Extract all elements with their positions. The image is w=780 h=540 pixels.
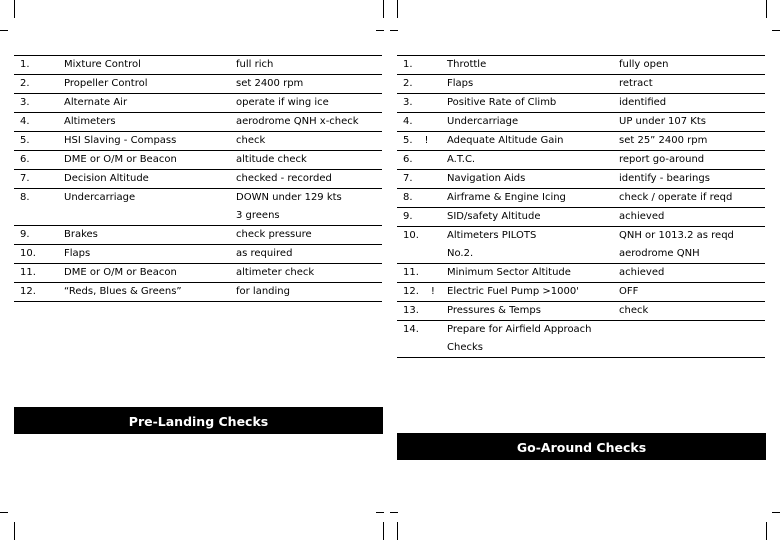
check-item-text: Undercarriage: [64, 192, 136, 203]
step-number: [397, 302, 441, 321]
check-item: [58, 245, 230, 264]
check-action-text: aerodrome QNH x-check: [236, 116, 359, 127]
check-action: [230, 226, 382, 245]
step-number-text: 9.: [403, 211, 413, 222]
check-action-text: check pressure: [236, 229, 312, 240]
check-item-text: Positive Rate of Climb: [447, 97, 557, 108]
check-item-text: Minimum Sector Altitude: [447, 267, 571, 278]
crop-mark: [772, 30, 780, 31]
check-action-text: check / operate if reqd: [619, 192, 733, 203]
check-action: [230, 132, 382, 151]
checklist-row: [397, 189, 765, 208]
check-item-text: Propeller Control: [64, 78, 148, 89]
pre-landing-title: Pre-Landing Checks: [14, 407, 383, 434]
step-number: [14, 245, 58, 264]
crop-mark: [390, 512, 398, 513]
check-item: [58, 189, 230, 226]
crop-mark: [14, 0, 15, 18]
check-item: [58, 94, 230, 113]
step-number: [397, 208, 441, 227]
crop-mark: [772, 512, 780, 513]
check-item-subline: No.2.: [447, 248, 474, 259]
check-action-text: for landing: [236, 286, 290, 297]
check-item-text: HSI Slaving - Compass: [64, 135, 177, 146]
check-action-text: checked - recorded: [236, 173, 332, 184]
check-action-text: set 2400 rpm: [236, 78, 304, 89]
checklist-row: [14, 264, 382, 283]
go-around-title: Go-Around Checks: [397, 433, 766, 460]
checklist-row: [397, 321, 765, 358]
check-action: [230, 264, 382, 283]
check-action: [230, 75, 382, 94]
check-item-text: A.T.C.: [447, 154, 476, 165]
step-number-text: 2.: [20, 78, 30, 89]
check-item-text: SID/safety Altitude: [447, 211, 541, 222]
caution-flag: !: [430, 286, 435, 297]
check-action-text: QNH or 1013.2 as reqd: [619, 230, 734, 241]
check-item-text: Airframe & Engine Icing: [447, 192, 566, 203]
checklist-row: [14, 283, 382, 302]
step-number: [14, 56, 58, 75]
step-number-text: 10.: [403, 230, 419, 241]
check-item: [441, 94, 613, 113]
crop-mark: [0, 30, 8, 31]
checklist-row: [397, 302, 765, 321]
checklist-row: [14, 75, 382, 94]
check-item: [441, 264, 613, 283]
check-action-text: report go-around: [619, 154, 705, 165]
check-action: [230, 94, 382, 113]
step-number: [14, 113, 58, 132]
step-number-text: 3.: [403, 97, 413, 108]
crop-mark: [376, 512, 384, 513]
check-action: [613, 302, 765, 321]
crop-mark: [390, 30, 398, 31]
check-item: [441, 227, 613, 264]
checklist-row: [397, 56, 765, 75]
check-item: [58, 226, 230, 245]
check-item: [441, 321, 613, 358]
step-number-text: 2.: [403, 78, 413, 89]
check-action: [613, 283, 765, 302]
check-action: [613, 75, 765, 94]
crop-mark: [376, 30, 384, 31]
checklist-row: [397, 94, 765, 113]
crop-mark: [14, 522, 15, 540]
check-item-text: Adequate Altitude Gain: [447, 135, 564, 146]
checklist-row: [397, 283, 765, 302]
checklist-row: [397, 132, 765, 151]
check-item-text: Pressures & Temps: [447, 305, 541, 316]
check-item-text: Prepare for Airfield Approach Checks: [447, 324, 592, 353]
check-item: [441, 208, 613, 227]
check-action-text: check: [236, 135, 266, 146]
step-number-text: 7.: [20, 173, 30, 184]
crop-mark: [383, 522, 384, 540]
check-action-text: full rich: [236, 59, 274, 70]
checklist-row: [397, 208, 765, 227]
check-action-subline: aerodrome QNH: [619, 248, 700, 259]
check-action: [613, 208, 765, 227]
checklist-row: [397, 264, 765, 283]
step-number-text: 12.: [20, 286, 36, 297]
check-action-text: identify - bearings: [619, 173, 710, 184]
checklist-row: [397, 151, 765, 170]
check-action: [613, 227, 765, 264]
step-number-text: 11.: [20, 267, 36, 278]
step-number: [397, 321, 441, 358]
checklist-row: [14, 56, 382, 75]
checklist-row: [14, 245, 382, 264]
step-number-text: 14.: [403, 324, 419, 335]
step-number: [14, 283, 58, 302]
step-number: [397, 94, 441, 113]
check-item-text: Flaps: [447, 78, 474, 89]
step-number-text: 3.: [20, 97, 30, 108]
step-number: [14, 264, 58, 283]
checklist-row: [14, 189, 382, 226]
checklist-row: [397, 113, 765, 132]
check-action: [613, 170, 765, 189]
step-number-text: 5.: [403, 135, 413, 146]
step-number-text: 8.: [20, 192, 30, 203]
check-action: [230, 170, 382, 189]
check-action: [230, 245, 382, 264]
step-number-text: 10.: [20, 248, 36, 259]
step-number: [14, 75, 58, 94]
check-item: [441, 189, 613, 208]
check-item-text: Altimeters: [64, 116, 116, 127]
check-item: [58, 151, 230, 170]
check-item-text: DME or O/M or Beacon: [64, 154, 177, 165]
check-action: [613, 264, 765, 283]
step-number-text: 11.: [403, 267, 419, 278]
step-number: [14, 189, 58, 226]
check-action: [613, 113, 765, 132]
check-action-text: UP under 107 Kts: [619, 116, 706, 127]
crop-mark: [397, 0, 398, 18]
check-action: [230, 56, 382, 75]
checklist-row: [14, 94, 382, 113]
check-item-text: Brakes: [64, 229, 98, 240]
check-action-text: check: [619, 305, 649, 316]
check-action: [613, 321, 765, 358]
step-number-text: 5.: [20, 135, 30, 146]
check-item: [58, 283, 230, 302]
check-item-text: Electric Fuel Pump >1000': [447, 286, 579, 297]
check-action-text: as required: [236, 248, 293, 259]
step-number: [397, 132, 441, 151]
check-item: [441, 75, 613, 94]
caution-flag: !: [424, 135, 429, 146]
crop-mark: [383, 0, 384, 18]
step-number-text: 1.: [403, 59, 413, 70]
check-item: [58, 132, 230, 151]
step-number: [14, 151, 58, 170]
check-item: [441, 56, 613, 75]
go-around-checklist: [397, 55, 765, 358]
check-action: [613, 151, 765, 170]
check-action-text: altitude check: [236, 154, 307, 165]
check-action: [613, 132, 765, 151]
check-item: [58, 56, 230, 75]
check-action-text: OFF: [619, 286, 639, 297]
check-action-text: operate if wing ice: [236, 97, 329, 108]
checklist-row: [14, 151, 382, 170]
step-number: [397, 189, 441, 208]
step-number-text: 9.: [20, 229, 30, 240]
step-number-text: 4.: [20, 116, 30, 127]
check-action-text: achieved: [619, 267, 665, 278]
check-item-text: Navigation Aids: [447, 173, 526, 184]
check-action: [230, 189, 382, 226]
step-number-text: 6.: [403, 154, 413, 165]
step-number: [397, 113, 441, 132]
checklist-row: [397, 170, 765, 189]
step-number: [397, 227, 441, 264]
check-item: [441, 151, 613, 170]
check-action-text: achieved: [619, 211, 665, 222]
step-number-text: 8.: [403, 192, 413, 203]
check-action-text: identified: [619, 97, 667, 108]
go-around-table: [397, 55, 765, 358]
step-number: [14, 132, 58, 151]
check-item-text: “Reds, Blues & Greens”: [64, 286, 182, 297]
check-item: [58, 264, 230, 283]
checklist-row: [397, 75, 765, 94]
check-item: [58, 113, 230, 132]
check-action-text: altimeter check: [236, 267, 315, 278]
step-number-text: 12.: [403, 286, 419, 297]
check-action: [613, 56, 765, 75]
check-item-text: Mixture Control: [64, 59, 141, 70]
checklist-row: [14, 132, 382, 151]
step-number: [397, 283, 441, 302]
check-item: [441, 113, 613, 132]
check-item-text: DME or O/M or Beacon: [64, 267, 177, 278]
check-item-text: Flaps: [64, 248, 91, 259]
step-number: [397, 75, 441, 94]
step-number: [14, 226, 58, 245]
step-number: [397, 151, 441, 170]
check-action: [613, 189, 765, 208]
check-action: [230, 113, 382, 132]
check-item: [441, 170, 613, 189]
crop-mark: [766, 0, 767, 18]
check-item: [58, 75, 230, 94]
check-item-text: Throttle: [447, 59, 487, 70]
pre-landing-checklist: [14, 55, 382, 302]
step-number: [397, 264, 441, 283]
check-item-text: Undercarriage: [447, 116, 519, 127]
check-item: [441, 283, 613, 302]
check-action-subline: 3 greens: [236, 210, 280, 221]
checklist-row: [397, 227, 765, 264]
check-item: [58, 170, 230, 189]
check-action-text: retract: [619, 78, 653, 89]
crop-mark: [0, 512, 8, 513]
step-number: [397, 170, 441, 189]
check-action-text: set 25” 2400 rpm: [619, 135, 708, 146]
crop-mark: [397, 522, 398, 540]
check-action: [230, 283, 382, 302]
check-item: [441, 302, 613, 321]
step-number: [14, 94, 58, 113]
check-item: [441, 132, 613, 151]
step-number: [14, 170, 58, 189]
step-number-text: 4.: [403, 116, 413, 127]
step-number-text: 13.: [403, 305, 419, 316]
checklist-row: [14, 226, 382, 245]
step-number-text: 7.: [403, 173, 413, 184]
check-item-text: Altimeters PILOTS: [447, 230, 537, 241]
crop-mark: [766, 522, 767, 540]
pre-landing-table: [14, 55, 382, 302]
check-action: [230, 151, 382, 170]
check-action-text: fully open: [619, 59, 669, 70]
check-action-text: DOWN under 129 kts: [236, 192, 342, 203]
check-item-text: Decision Altitude: [64, 173, 149, 184]
step-number: [397, 56, 441, 75]
step-number-text: 1.: [20, 59, 30, 70]
check-action: [613, 94, 765, 113]
checklist-row: [14, 170, 382, 189]
check-item-text: Alternate Air: [64, 97, 128, 108]
step-number-text: 6.: [20, 154, 30, 165]
checklist-row: [14, 113, 382, 132]
